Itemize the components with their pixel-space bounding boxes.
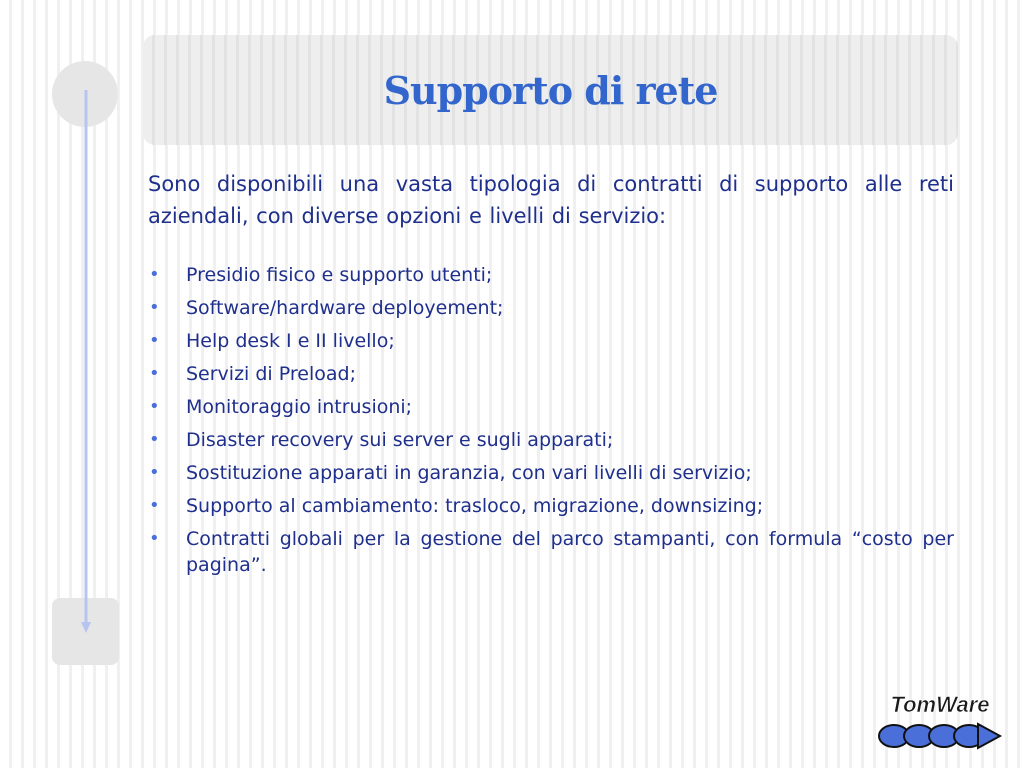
list-item	[148, 526, 954, 578]
list-item-text: Disaster recovery sui server e sugli apparati;	[186, 429, 614, 451]
slide-title: Supporto di rete	[383, 68, 718, 113]
list-item-text: Help desk I e II livello;	[186, 330, 395, 352]
bullet-dot: •	[149, 363, 160, 384]
bullet-list	[148, 262, 954, 585]
list-item-text: Contratti globali per la gestione del parco stampanti, con formula “costo per pagina”.	[186, 528, 954, 576]
bullet-dot: •	[149, 264, 160, 285]
decorative-arrow-line	[78, 90, 94, 636]
list-item	[148, 427, 954, 453]
bullet-dot: •	[149, 297, 160, 318]
list-item	[148, 295, 954, 321]
svg-text:TomWare: TomWare	[890, 692, 990, 717]
bullet-dot: •	[149, 462, 160, 483]
list-item-text: Supporto al cambiamento: trasloco, migrazione, downsizing;	[186, 495, 764, 517]
bullet-dot: •	[149, 528, 160, 549]
list-item	[148, 493, 954, 519]
list-item	[148, 361, 954, 387]
bullet-dot: •	[149, 495, 160, 516]
intro-paragraph: Sono disponibili una vasta tipologia di contratti di supporto alle reti aziendali, con diverse opzioni e livelli di servizio:	[148, 172, 954, 228]
list-item-text: Servizi di Preload;	[186, 363, 356, 385]
list-item	[148, 262, 954, 288]
tomware-logo	[874, 688, 1006, 752]
list-item	[148, 394, 954, 420]
list-item-text: Presidio fisico e supporto utenti;	[186, 264, 493, 286]
list-item-text: Monitoraggio intrusioni;	[186, 396, 413, 418]
list-item-text: Sostituzione apparati in garanzia, con vari livelli di servizio;	[186, 462, 752, 484]
bullet-dot: •	[149, 396, 160, 417]
list-item-text: Software/hardware deployement;	[186, 297, 504, 319]
list-item	[148, 328, 954, 354]
bullet-dot: •	[149, 429, 160, 450]
bullet-dot: •	[149, 330, 160, 351]
list-item	[148, 460, 954, 486]
